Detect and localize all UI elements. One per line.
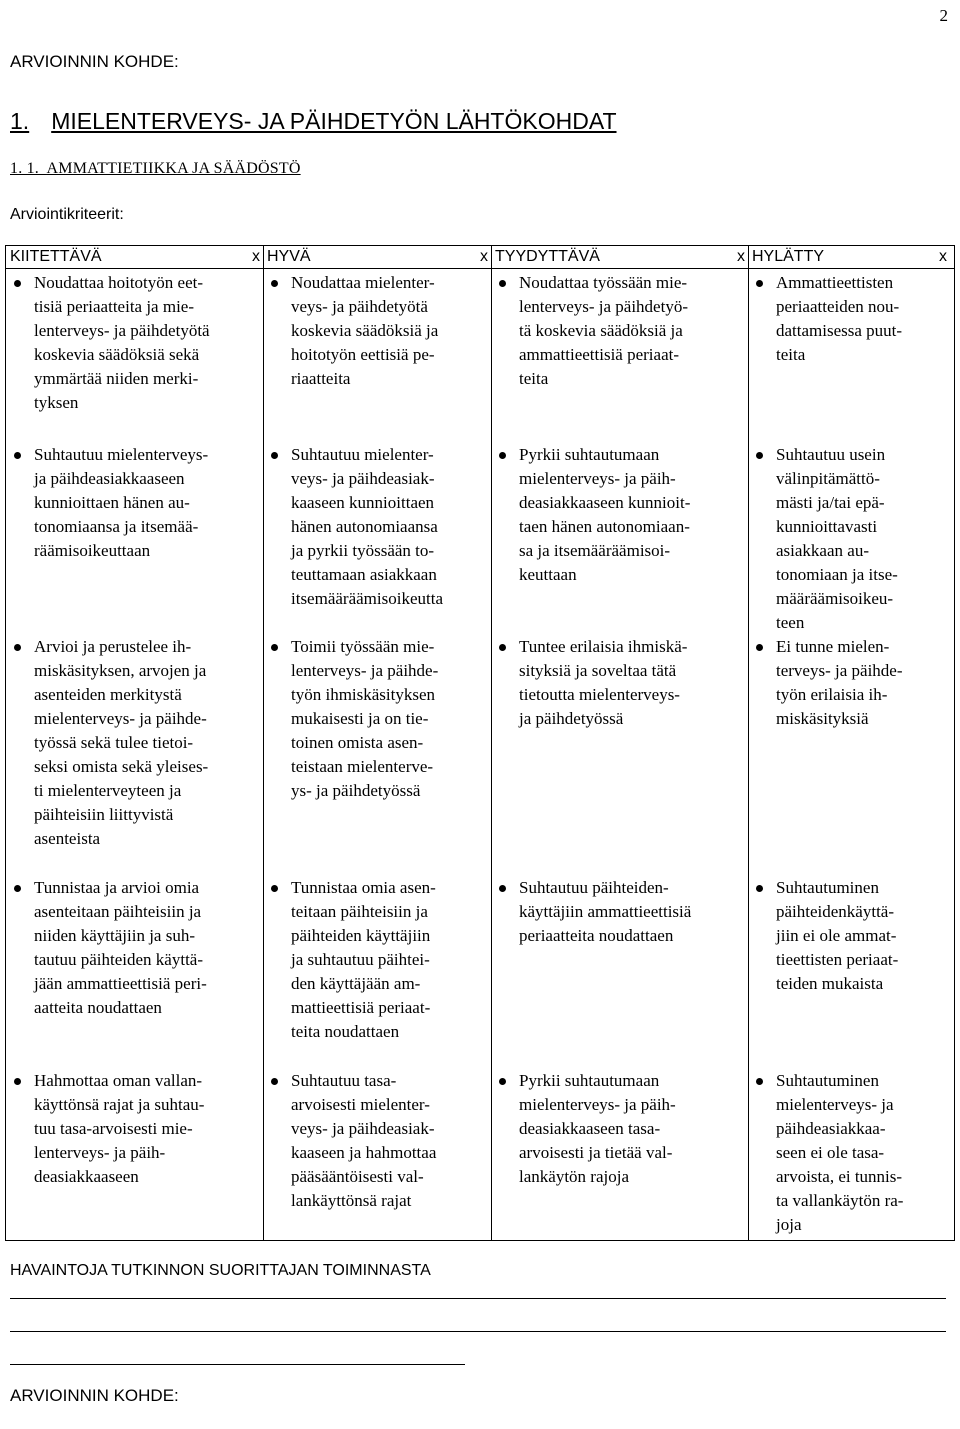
criterion-line: Pyrkii suhtautumaan: [519, 445, 660, 464]
criterion-line: Suhtautuminen: [776, 878, 879, 897]
criterion-line: mukaisesti ja on tie-: [291, 709, 429, 728]
criterion-line: arvoisesti mielenter-: [291, 1095, 430, 1114]
criterion-line: Ammattieettisten: [776, 273, 894, 292]
criterion-line: käyttönsä rajat ja suhtau-: [34, 1095, 205, 1114]
criterion-line: asenteiden merkitystä: [34, 685, 182, 704]
criterion-line: räämisoikeuttaan: [34, 541, 151, 560]
criterion-line: deasiakkaaseen kunnioit-: [519, 493, 691, 512]
criterion-line: tä koskevia säädöksiä ja: [519, 321, 683, 340]
page-number: 2: [939, 6, 948, 25]
criterion-line: seen ei ole tasa-: [776, 1143, 885, 1162]
criterion-line: ja pyrkii työssään to-: [291, 541, 435, 560]
criterion-line: taen hänen autonomiaan-: [519, 517, 690, 536]
bullet-icon: [271, 1078, 278, 1085]
criterion-line: deasiakkaaseen tasa-: [519, 1119, 661, 1138]
criterion-line: Tuntee erilaisia ihmiskä-: [519, 637, 688, 656]
bullet-icon: [499, 644, 506, 651]
criterion-line: ja päihdetyössä: [519, 709, 624, 728]
criterion-line: päihteiden käyttäjiin: [291, 926, 431, 945]
criterion-cell-kiitettava: [12, 443, 250, 563]
criterion-line: aatteita noudattaen: [34, 998, 162, 1017]
criterion-line: teita noudattaen: [291, 1022, 400, 1041]
criterion-line: mielenterveys- ja päih-: [519, 1095, 676, 1114]
criterion-line: Suhtautuminen: [776, 1071, 879, 1090]
bullet-icon: [271, 644, 278, 651]
criterion-line: lankäyttönsä rajat: [291, 1191, 412, 1210]
criterion-line: ta vallankäytön ra-: [776, 1191, 904, 1210]
bullet-icon: [271, 280, 278, 287]
bullet-icon: [756, 885, 763, 892]
criterion-line: Arvioi ja perustelee ih-: [34, 637, 192, 656]
grade-marker: x: [252, 248, 260, 265]
column-divider: [491, 246, 492, 1240]
criterion-line: mielenterveys- ja päih-: [519, 469, 676, 488]
criterion-line: Noudattaa työssään mie-: [519, 273, 688, 292]
criterion-line: tisiä periaatteita ja mie-: [34, 297, 195, 316]
criterion-line: hoitotyön eettisiä pe-: [291, 345, 435, 364]
grade-marker: x: [480, 248, 488, 265]
criterion-line: ys- ja päihdetyössä: [291, 781, 421, 800]
criterion-line: tieettisten periaat-: [776, 950, 899, 969]
section-heading: [10, 108, 617, 135]
criterion-line: työn ihmiskäsityksen: [291, 685, 436, 704]
criterion-line: terveys- ja päihde-: [776, 661, 903, 680]
criterion-cell-hylatty: [754, 635, 934, 731]
criterion-line: periaatteiden nou-: [776, 297, 900, 316]
grade-marker: x: [737, 248, 745, 265]
criterion-line: asenteitaan päihteisiin ja: [34, 902, 202, 921]
bullet-icon: [271, 452, 278, 459]
criterion-cell-hyva: [269, 876, 485, 1044]
criterion-line: hänen autonomiaansa: [291, 517, 438, 536]
criterion-line: kaaseen kunnioittaen: [291, 493, 435, 512]
bullet-icon: [14, 885, 21, 892]
assessment-target-label-bottom: ARVIOINNIN KOHDE:: [10, 1386, 179, 1405]
criterion-line: teitaan päihteisiin ja: [291, 902, 428, 921]
criterion-line: teistaan mielenterve-: [291, 757, 434, 776]
criterion-line: niiden käyttäjiin ja suh-: [34, 926, 195, 945]
criterion-line: ti mielenterveyteen ja: [34, 781, 182, 800]
criterion-cell-hylatty: [754, 271, 934, 367]
criteria-label: Arviointikriteerit:: [10, 206, 124, 223]
criterion-line: Tunnistaa ja arvioi omia: [34, 878, 200, 897]
criterion-line: kunnioittaen hänen au-: [34, 493, 190, 512]
criterion-line: mattieettisiä periaat-: [291, 998, 431, 1017]
criterion-line: lankäytön rajoja: [519, 1167, 629, 1186]
criterion-line: välinpitämättö-: [776, 469, 880, 488]
criterion-line: teiden mukaista: [776, 974, 884, 993]
criterion-line: asenteista: [34, 829, 101, 848]
criterion-line: tyksen: [34, 393, 79, 412]
criterion-line: Suhtautuu usein: [776, 445, 886, 464]
bullet-icon: [756, 452, 763, 459]
criterion-line: sityksiä ja soveltaa tätä: [519, 661, 677, 680]
bullet-icon: [14, 452, 21, 459]
criterion-line: sa ja itsemääräämisoi-: [519, 541, 671, 560]
criterion-line: Tunnistaa omia asen-: [291, 878, 436, 897]
criterion-line: ja suhtautuu päihtei-: [291, 950, 430, 969]
criterion-cell-tyydyttava: [497, 271, 735, 391]
criterion-line: veys- ja päihdeasiak-: [291, 1119, 435, 1138]
criterion-line: itsemääräämisoikeutta: [291, 589, 443, 608]
grade-marker: x: [939, 248, 947, 265]
criterion-cell-kiitettava: [12, 1069, 250, 1189]
criterion-cell-kiitettava: [12, 635, 250, 851]
criterion-line: koskevia säädöksiä ja: [291, 321, 439, 340]
criterion-line: teita: [776, 345, 806, 364]
bullet-icon: [756, 644, 763, 651]
assessment-target-label: ARVIOINNIN KOHDE:: [10, 52, 179, 71]
criterion-line: periaatteita noudattaen: [519, 926, 674, 945]
criterion-line: tietoutta mielenterveys-: [519, 685, 680, 704]
criterion-cell-hyva: [269, 271, 485, 391]
criterion-cell-kiitettava: [12, 271, 250, 415]
criterion-cell-hyva: [269, 443, 485, 611]
criterion-line: Toimii työssään mie-: [291, 637, 435, 656]
criterion-line: Pyrkii suhtautumaan: [519, 1071, 660, 1090]
writing-line: [10, 1331, 946, 1332]
criterion-line: mielenterveys- ja päihde-: [34, 709, 207, 728]
criterion-cell-tyydyttava: [497, 876, 735, 948]
criterion-line: lenterveys- ja päihdetyötä: [34, 321, 210, 340]
criterion-line: lenterveys- ja päih-: [34, 1143, 166, 1162]
criterion-line: toinen omista asen-: [291, 733, 424, 752]
criterion-line: ja päihdeasiakkaaseen: [34, 469, 185, 488]
criterion-line: asiakkaan au-: [776, 541, 869, 560]
criterion-line: joja: [776, 1215, 802, 1234]
criterion-line: arvoista, ei tunnis-: [776, 1167, 903, 1186]
observations-label: HAVAINTOJA TUTKINNON SUORITTAJAN TOIMINNASTA: [10, 1262, 431, 1279]
criterion-line: ymmärtää niiden merki-: [34, 369, 199, 388]
criterion-cell-hylatty: [754, 876, 934, 996]
bullet-icon: [756, 1078, 763, 1085]
bullet-icon: [499, 452, 506, 459]
criterion-line: miskäsityksen, arvojen ja: [34, 661, 207, 680]
criterion-line: tonomiaansa ja itsemää-: [34, 517, 199, 536]
criterion-line: seksi omista sekä yleises-: [34, 757, 209, 776]
criterion-line: teen: [776, 613, 805, 632]
grade-header-tyydyttava: TYYDYTTÄVÄ: [495, 248, 600, 265]
grade-header-hyva: HYVÄ: [267, 248, 311, 265]
header-divider: [6, 268, 954, 269]
criterion-line: kunnioittavasti: [776, 517, 878, 536]
bullet-icon: [756, 280, 763, 287]
criterion-line: teita: [519, 369, 549, 388]
criterion-cell-hylatty: [754, 1069, 934, 1237]
bullet-icon: [14, 1078, 21, 1085]
criterion-cell-hylatty: [754, 443, 934, 635]
criterion-line: ammattieettisiä periaat-: [519, 345, 680, 364]
column-divider: [263, 246, 264, 1240]
criterion-cell-tyydyttava: [497, 1069, 735, 1189]
criterion-line: keuttaan: [519, 565, 577, 584]
grade-header-hylatty: HYLÄTTY: [752, 248, 825, 265]
criterion-line: tonomiaan ja itse-: [776, 565, 898, 584]
criterion-line: koskevia säädöksiä sekä: [34, 345, 200, 364]
criterion-cell-hyva: [269, 635, 485, 803]
criterion-line: Suhtautuu mielenter-: [291, 445, 434, 464]
criterion-line: veys- ja päihdeasiak-: [291, 469, 435, 488]
criterion-cell-hyva: [269, 1069, 485, 1213]
criterion-line: mästi ja/tai epä-: [776, 493, 885, 512]
criterion-line: kaaseen ja hahmottaa: [291, 1143, 437, 1162]
criterion-line: pääsääntöisesti val-: [291, 1167, 424, 1186]
bullet-icon: [499, 1078, 506, 1085]
writing-line: [10, 1364, 465, 1365]
criterion-line: veys- ja päihdetyötä: [291, 297, 428, 316]
criterion-line: päihdeasiakkaa-: [776, 1119, 886, 1138]
bullet-icon: [499, 280, 506, 287]
criterion-cell-tyydyttava: [497, 443, 735, 587]
criterion-line: den käyttäjään am-: [291, 974, 421, 993]
criterion-line: dattamisessa puut-: [776, 321, 903, 340]
criterion-line: päihteisiin liittyvistä: [34, 805, 174, 824]
subsection-heading: [10, 160, 301, 178]
subsection-title: AMMATTIETIIKKA JA SÄÄDÖSTÖ: [46, 160, 301, 177]
criterion-line: Noudattaa mielenter-: [291, 273, 435, 292]
criterion-line: riaatteita: [291, 369, 351, 388]
criterion-line: Ei tunne mielen-: [776, 637, 890, 656]
criterion-line: arvoisesti ja tietää val-: [519, 1143, 673, 1162]
section-number: 1.: [10, 108, 30, 134]
criterion-line: päihteidenkäyttä-: [776, 902, 895, 921]
criterion-line: lenterveys- ja päihdetyö-: [519, 297, 688, 316]
criterion-line: Suhtautuu päihteiden-: [519, 878, 669, 897]
bullet-icon: [499, 885, 506, 892]
bullet-icon: [271, 885, 278, 892]
criterion-line: käyttäjiin ammattieettisiä: [519, 902, 692, 921]
grade-header-kiitettava: KIITETTÄVÄ: [10, 248, 102, 265]
criterion-line: mielenterveys- ja: [776, 1095, 894, 1114]
criterion-line: määräämisoikeu-: [776, 589, 894, 608]
criterion-line: teuttamaan asiakkaan: [291, 565, 437, 584]
criterion-line: työssä sekä tulee tietoi-: [34, 733, 194, 752]
criterion-line: Suhtautuu mielenterveys-: [34, 445, 209, 464]
criterion-line: lenterveys- ja päihde-: [291, 661, 439, 680]
criterion-line: työn erilaisia ih-: [776, 685, 888, 704]
criterion-line: jiin ei ole ammat-: [776, 926, 897, 945]
bullet-icon: [14, 280, 21, 287]
criterion-line: Noudattaa hoitotyön eet-: [34, 273, 204, 292]
criterion-line: Hahmottaa oman vallan-: [34, 1071, 203, 1090]
column-divider: [748, 246, 749, 1240]
section-title: MIELENTERVEYS- JA PÄIHDETYÖN LÄHTÖKOHDAT: [51, 108, 617, 134]
criterion-line: jään ammattieettisiä peri-: [34, 974, 207, 993]
criterion-cell-kiitettava: [12, 876, 250, 1020]
criterion-line: miskäsityksiä: [776, 709, 869, 728]
subsection-number: 1. 1.: [10, 160, 39, 177]
criteria-table: [5, 245, 955, 1241]
criterion-cell-tyydyttava: [497, 635, 735, 731]
bullet-icon: [14, 644, 21, 651]
criterion-line: Suhtautuu tasa-: [291, 1071, 397, 1090]
criterion-line: tautuu päihteiden käyttä-: [34, 950, 203, 969]
writing-line: [10, 1298, 946, 1299]
criterion-line: deasiakkaaseen: [34, 1167, 139, 1186]
criterion-line: tuu tasa-arvoisesti mie-: [34, 1119, 193, 1138]
